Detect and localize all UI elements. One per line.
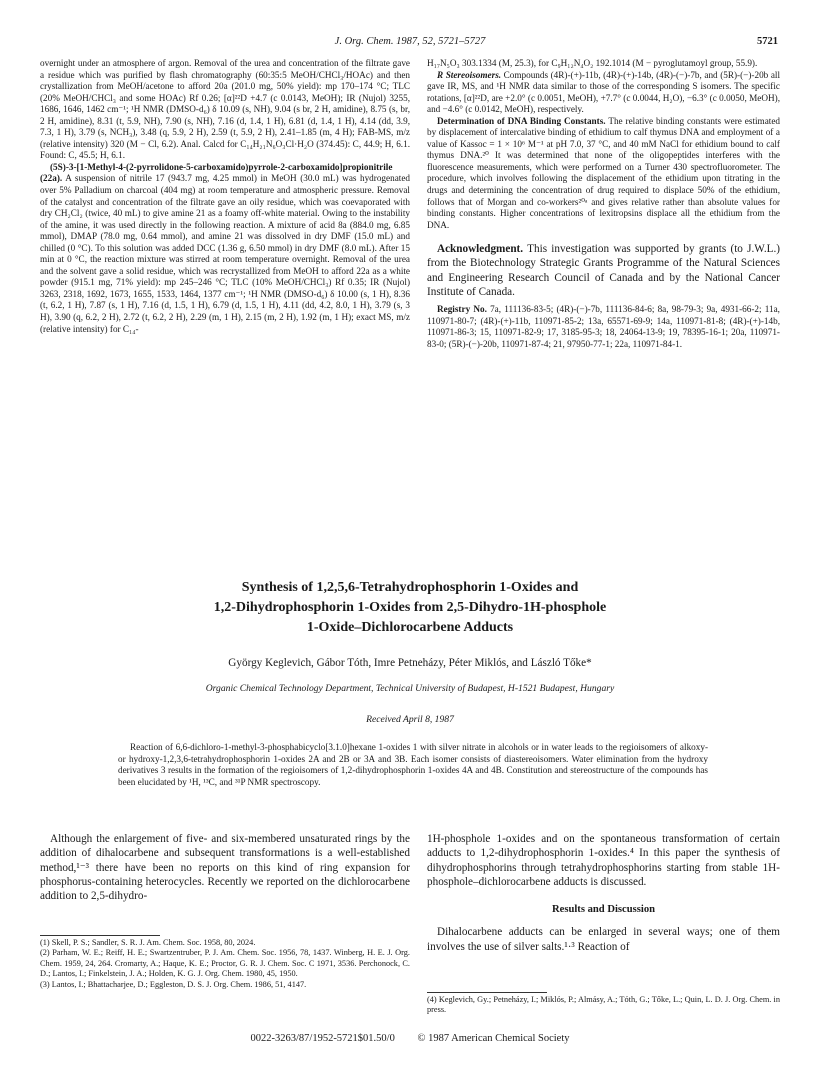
received-date: Received April 8, 1987 <box>366 714 454 725</box>
footnote-3: (3) Lantos, I.; Bhattacharjee, D.; Eggleston, D. S. J. Org. Chem. 1986, 51, 4147. <box>40 979 307 989</box>
copyright: © 1987 American Chemical Society <box>417 1033 570 1044</box>
paragraph-continuation: H₁₇N₅O₃ 303.1334 (M, 25.3), for C₉H₁₂N₄O₂ 192.1014 (M − pyroglutamoyl group, 55.9). <box>427 58 758 68</box>
footnote-1: (1) Skell, P. S.; Sandler, S. R. J. Am. Chem. Soc. 1958, 80, 2024. <box>40 938 256 947</box>
left-column <box>40 58 410 335</box>
paragraph-r-stereoisomers <box>427 70 780 116</box>
footnote-rule-right <box>427 992 547 993</box>
intro-paragraph-right: 1H-phosphole 1-oxides and on the spontaneous transformation of certain adducts to 1,2-dihydrophosphorin 1-oxides.⁴ In this paper the synthesis of dihydrophosphorins through tetrahydrophosphorins starting from stable 1H-phosphole–dichlorocarbene adducts is discussed. <box>427 833 780 888</box>
affiliation: Organic Chemical Technology Department, Technical University of Budapest, H-1521 Budapest, Hungary <box>205 683 615 694</box>
title-line-1: Synthesis of 1,2,5,6-Tetrahydrophosphorin 1-Oxides and <box>241 580 579 595</box>
registry-numbers <box>427 304 780 350</box>
article-title <box>60 578 760 638</box>
title-line-2: 1,2-Dihydrophosphorin 1-Oxides from 2,5-Dihydro-1H-phosphole <box>213 600 607 615</box>
right-column <box>427 58 780 350</box>
paragraph-22a <box>40 162 410 335</box>
section-heading-results: Results and Discussion <box>551 904 656 916</box>
title-line-3: 1-Oxide–Dichlorocarbene Adducts <box>306 620 514 635</box>
r-stereoisomers-text: Compounds (4R)-(+)-11b, (4R)-(+)-14b, (4R)-(−)-7b, and (5R)-(−)-20b all gave IR, MS, and ¹H NMR data similar to those of the corresponding S isomers. The specific rotations, [α]²²D, are +2.0° (c 0.0051, MeOH), +7.7° (c 0.0044, H₂O), −6.3° (c 0.0050, MeOH), and −4.6° (c 0.0142, MeOH), respectively. <box>427 69 780 115</box>
footnotes-right <box>427 995 780 1016</box>
paragraph-dna-binding <box>427 116 780 231</box>
footnotes-left <box>40 938 410 990</box>
page-number: 5721 <box>757 36 778 47</box>
paragraph-22a-text: A suspension of nitrile 17 (943.7 mg, 4.25 mmol) in MeOH (30.0 mL) was hydrogenated over 5% Palladium on charcoal (404 mg) at room temperature and atmospheric pressure. Removal of the catalyst and concentration of the filtrate gave an oily residue, which was coevaporated with dry CH₂Cl₂ (twice, 40 mL) to give amine 21 as a foamy off-white material. Owing to the instability of the amine, it was used directly in the following reaction. A mixture of acid 8a (884.0 mg, 6.85 mmol), DMAP (78.0 mg, 0.64 mmol), and amine 21 was dissolved in dry DMF (15.0 mL) and chilled (0 °C). To this solution was added DCC (1.36 g, 6.50 mmol) in dry DMF (8.0 mL). After 15 min at 0 °C, the reaction mixture was stirred at room temperature overnight. Removal of the urea and the solvent gave a solid residue, which was recrystallized from MeOH to afford 22a as a white powder (915.1 mg, 71% yield): mp 245–246 °C; TLC (10% MeOH/CHCl₃) Rf 0.35; IR (Nujol) 3263, 2318, 1692, 1673, 1655, 1533, 1464, 1377 cm⁻¹; ¹H NMR (DMSO-d₆) δ 10.00 (s, 1 H), 8.36 (t, 6.2, 1 H), 7.87 (s, 1 H), 7.16 (d, 1.5, 1 H), 6.79 (d, 1.5, 1 H), 4.11 (dd, 4.2, 8.0, 1 H), 3.79 (s, 3 H), 3.90 (q, 6.2, 2 H), 2.72 (t, 6.2, 2 H), 2.29 (m, 1 H), 2.15 (m, 2 H), 1.92 (m, 1 H); exact MS, m/z (relative intensity) for C₁₄- <box>40 173 410 334</box>
journal-reference: J. Org. Chem. 1987, 52, 5721–5727 <box>334 36 486 47</box>
r-stereoisomers-heading: R Stereoisomers. <box>437 69 502 80</box>
results-paragraph: Dihalocarbene adducts can be enlarged in several ways; one of them involves the use of silver salts.¹·³ Reaction of <box>427 926 780 953</box>
dna-binding-heading: Determination of DNA Binding Constants. <box>437 115 606 126</box>
author-list: György Keglevich, Gábor Tóth, Imre Petneházy, Péter Miklós, and László Tőke* <box>228 657 592 669</box>
footnote-rule-left <box>40 935 160 936</box>
paragraph-20a: overnight under an atmosphere of argon. Removal of the urea and concentration of the filtrate gave a residue which was purified by flash chromatography (60:35:5 MeOH/CHCl₃/HOAc) and then crystallization from MeOH/acetone to afford 20a (201.0 mg, 50% yield): mp 170–174 °C; TLC (20% MeOH/CHCl₃ and some HOAc) Rf 0.26; [α]²²D +4.7 (c 0.0143, MeOH); IR (Nujol) 3255, 1686, 1646, 1462 cm⁻¹; ¹H NMR (DMSO-d₆) δ 10.09 (s, NH), 9.04 (s br, 2 H, amidine), 8.75 (s, br, 2 H, amidine), 8.31 (t, 5.9, NH), 7.90 (s, NH), 7.16 (d, 1.4, 1 H), 6.81 (d, 1.4, 1 H), 4.14 (dd, 3.9, 7.3, 1 H), 3.79 (s, NCH₃), 3.48 (q, 5.9, 2 H), 2.59 (t, 5.9, 2 H), 2.41–1.85 (m, 4 H); FAB-MS, m/z (relative intensity) 320 (M − Cl, 6.2). Anal. Calcd for C₁₄H₂₁N₆O₃Cl·H₂O (374.45): C, 44.9; H, 6.1. Found: C, 45.5; H, 6.1. <box>40 58 410 161</box>
page-footer <box>0 1033 820 1044</box>
acknowledgment-text: This investigation was supported by grants (to J.W.L.) from the Biotechnology Strategic Grants Programme of the Natural Sciences and Engineering Research Council of Canada and by the National Cancer Institute of Canada. <box>427 243 780 298</box>
acknowledgment <box>427 242 780 299</box>
intro-paragraph-left: Although the enlargement of five- and six-membered unsaturated rings by the addition of dihalocarbene and subsequent transformations is a well-established method,¹⁻³ there have been no reports on this kind of ring expansion for phosphorus-containing heterocycles. Recently we reported on the dichlorocarbene addition to 2,5-dihydro- <box>40 833 410 903</box>
acknowledgment-heading: Acknowledgment. <box>437 243 524 256</box>
footnote-2: (2) Parham, W. E.; Reiff, H. E.; Swartzentruber, P. J. Am. Chem. Soc. 1956, 78, 1437. Winberg, H. E. J. Org. Chem. 1959, 24, 264. Cromarty, A.; Haque, K. E.; Proctor, G. R. J. Chem. Soc. C 1971, 3536. Perchonock, C. D.; Lantos, I.; Finkelstein, J. A.; Holden, K. G. J. Org. Chem. 1980, 45, 1950. <box>40 948 410 979</box>
dna-binding-text: The relative binding constants were estimated by displacement of intercalative binding of ethidium to calf thymus DNA and employment of a value of Kassoc = 1 × 10⁶ M⁻¹ at pH 7.0, 37 °C, and 40 mM NaCl for ethidium bound to calf thymus DNA.²⁰ It was determined that none of the oligopeptides interferes with the fluorescence measurements, which were performed on a Turner 430 spectrofluorometer. The procedure, which involves following the displacement of the ethidium upon titrating in the drugs and determining the concentration of drug required to displace 50% of the ethidium, follows that of Morgan and co-workers²⁰ᵃ and gives relative rather than absolute values for binding constants. Higher concentrations of lexitropsins displace all the ethidium from the DNA. <box>427 115 780 230</box>
registry-text: 7a, 111136-83-5; (4R)-(−)-7b, 111136-84-6; 8a, 98-79-3; 9a, 4931-66-2; 11a, 110971-80-7; (4R)-(+)-11b, 110971-85-2; 13a, 65571-69-9; 14a, 110971-81-8; (4R)-(+)-14b, 110971-86-3; 15, 110971-82-9; 17, 3185-95-3; 18, 24064-13-9; 19, 78395-16-1; 20a, 110971-83-0; (5R)-(−)-20b, 110971-87-4; 21, 97950-77-1; 22a, 110971-84-1. <box>427 304 780 349</box>
running-header <box>0 36 820 52</box>
compound-heading-22a: (5S)-3-[1-Methyl-4-(2-pyrrolidone-5-carboxamido)pyrrole-2-carboxamido]propionitrile (22a). <box>40 161 393 184</box>
article-code: 0022-3263/87/1952-5721$01.50/0 <box>250 1033 395 1044</box>
abstract: Reaction of 6,6-dichloro-1-methyl-3-phosphabicyclo[3.1.0]hexane 1-oxides 1 with silver nitrate in alcohols or in water leads to the regioisomers of alkoxy- or hydroxy-1,2,3,6-tetrahydrophosphorin 1-oxides 2A and 2B or 3A and 3B. Each isomer consists of diastereoisomers. Water elimination from the hydroxy derivatives 3 results in the formation of the regioisomers of 1,2-dihydrophosphorin 1-oxides 4A and 4B. Constitution and stereostructure of the compounds has been elucidated by ¹H, ¹³C, and ³¹P NMR spectroscopy. <box>118 742 708 787</box>
registry-heading: Registry No. <box>437 304 487 315</box>
intro-left <box>40 832 410 903</box>
intro-right <box>427 832 780 954</box>
footnote-4: (4) Keglevich, Gy.; Petneházy, I.; Miklós, P.; Almásy, A.; Tóth, G.; Tőke, L.; Quin, L. D. J. Org. Chem. in press. <box>427 995 780 1015</box>
